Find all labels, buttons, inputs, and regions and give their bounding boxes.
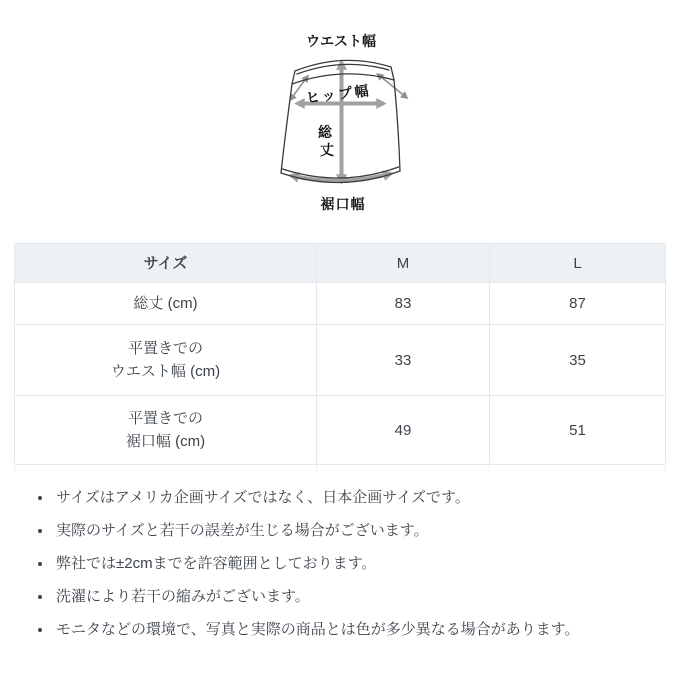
right-side-seam xyxy=(394,80,400,171)
row-label xyxy=(15,325,317,396)
table-row-total-length xyxy=(15,283,665,325)
col-header-m: M xyxy=(317,244,490,283)
skirt-diagram xyxy=(250,25,450,220)
note-text: 実際のサイズと若干の誤差が生じる場合がございます。 xyxy=(56,522,429,539)
table-header-row xyxy=(15,244,665,283)
bullet-icon xyxy=(38,595,42,599)
row-label-line: 平置きでの xyxy=(127,410,203,427)
cell-l-value: 35 xyxy=(490,325,665,396)
waistband-left-edge xyxy=(292,71,295,84)
total-length-label-char1: 総 xyxy=(318,124,332,140)
table-row-waist-width xyxy=(15,325,665,396)
cell-l-value: 87 xyxy=(490,283,665,325)
waistband-right-edge xyxy=(391,67,394,80)
note-text: 弊社では±2cmまでを許容範囲としております。 xyxy=(56,555,377,572)
row-label-line: 平置きでの xyxy=(127,340,203,357)
list-item xyxy=(38,520,668,541)
row-label-line: 裾口幅 (cm) xyxy=(125,433,206,450)
row-label-line: 総丈 (cm) xyxy=(133,295,198,312)
note-text: モニタなどの環境で、写真と実際の商品とは色が多少異なる場合があります。 xyxy=(56,621,580,638)
list-item xyxy=(38,586,668,607)
notes-list xyxy=(38,487,668,652)
list-item xyxy=(38,553,668,574)
bullet-icon xyxy=(38,562,42,566)
row-label-line: ウエスト幅 (cm) xyxy=(110,363,221,380)
col-header-l: L xyxy=(490,244,665,283)
hem-width-label: 裾口幅 xyxy=(320,196,366,212)
row-label xyxy=(15,283,317,325)
bullet-icon xyxy=(38,628,42,632)
size-table xyxy=(14,243,666,465)
col-header-size: サイズ xyxy=(15,244,317,283)
total-length-label-char2: 丈 xyxy=(320,142,334,158)
note-text: サイズはアメリカ企画サイズではなく、日本企画サイズです。 xyxy=(56,489,470,506)
row-label xyxy=(15,396,317,464)
right-seam-arrow xyxy=(378,75,407,98)
bullet-icon xyxy=(38,529,42,533)
cell-m-value: 83 xyxy=(317,283,490,325)
list-item xyxy=(38,487,668,508)
bullet-icon xyxy=(38,496,42,500)
cell-l-value: 51 xyxy=(569,421,586,439)
waist-width-label: ウエスト幅 xyxy=(306,33,376,49)
cell-m-value: 49 xyxy=(317,396,490,464)
table-row-hem-width xyxy=(15,396,665,464)
note-text: 洗濯により若干の縮みがございます。 xyxy=(56,588,310,605)
hip-width-label: ヒップ幅 xyxy=(304,82,372,106)
table-border-stub xyxy=(14,463,666,472)
cell-m-value: 33 xyxy=(317,325,490,396)
left-side-seam xyxy=(281,84,292,173)
list-item xyxy=(38,619,668,640)
